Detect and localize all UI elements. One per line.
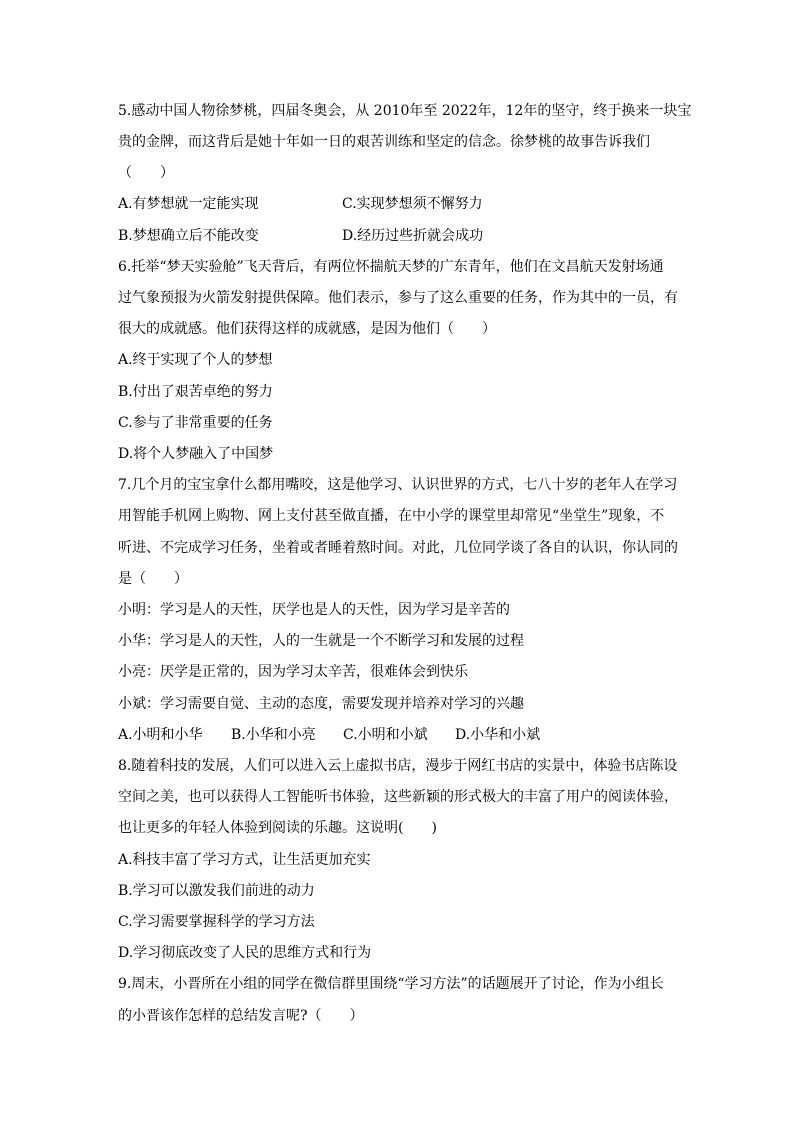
question-5-stem-line-2: 贵的金牌，而这背后是她十年如一日的艰苦训练和坚定的信念。徐梦桃的故事告诉我们 bbox=[118, 134, 650, 150]
question-5-stem-line-1: 5.感动中国人物徐梦桃，四届冬奥会，从 2010年至 2022年，12年的坚守，终于换来一块宝 bbox=[118, 103, 692, 119]
question-9-stem-line-2: 的小晋该作怎样的总结发言呢?（ ） bbox=[118, 1008, 364, 1024]
question-5-option-d: D.经历过些折就会成功 bbox=[342, 228, 484, 244]
question-6-option-a: A.终于实现了个人的梦想 bbox=[118, 352, 273, 368]
question-8-option-d: D.学习彻底改变了人民的思维方式和行为 bbox=[118, 945, 372, 961]
question-8-option-b: B.学习可以激发我们前进的动力 bbox=[118, 883, 315, 899]
question-8-stem-line-1: 8.随着科技的发展，人们可以进入云上虚拟书店，漫步于网红书店的实景中，体验书店陈设 bbox=[118, 758, 678, 774]
question-6-stem-line-2: 过气象预报为火箭发射提供保障。他们表示，参与了这么重要的任务，作为其中的一员，有 bbox=[118, 290, 678, 306]
question-7-stem-line-1: 7.几个月的宝宝拿什么都用嘴咬，这是他学习、认识世界的方式，七八十岁的老年人在学习 bbox=[118, 477, 678, 493]
question-8-option-c: C.学习需要掌握科学的学习方法 bbox=[118, 914, 315, 930]
question-7-option-c: C.小明和小斌 bbox=[343, 727, 428, 743]
question-7-option-b: B.小华和小亮 bbox=[231, 727, 316, 743]
question-7-stem-line-3: 听进、不完成学习任务，坐着或者睡着熬时间。对此，几位同学谈了各自的认识，你认同的 bbox=[118, 540, 678, 556]
question-8-stem-line-2: 空间之美，也可以获得人工智能听书体验，这些新颖的形式极大的丰富了用户的阅读体验， bbox=[118, 789, 678, 805]
question-7-option-d: D.小华和小斌 bbox=[455, 727, 541, 743]
question-6-option-c: C.参与了非常重要的任务 bbox=[118, 415, 273, 431]
question-7-stem-line-2: 用智能手机网上购物、网上支付甚至做直播，在中小学的课堂里却常见“坐堂生”现象，不 bbox=[118, 508, 665, 524]
question-7-statement-xiaoming: 小明：学习是人的天性，厌学也是人的天性，因为学习是辛苦的 bbox=[118, 602, 510, 618]
question-8-stem-line-3: 也让更多的年轻人体验到阅读的乐趣。这说明( ) bbox=[118, 820, 437, 836]
question-9-stem-line-1: 9.周末，小晋所在小组的同学在微信群里围绕“学习方法”的话题展开了讨论，作为小组长 bbox=[118, 976, 664, 992]
question-7-statement-xiaoliang: 小亮：厌学是正常的，因为学习太辛苦，很难体会到快乐 bbox=[118, 664, 468, 680]
question-6-option-b: B.付出了艰苦卓绝的努力 bbox=[118, 384, 273, 400]
question-5-option-a: A.有梦想就一定能实现 bbox=[118, 196, 259, 212]
question-6-option-d: D.将个人梦融入了中国梦 bbox=[118, 446, 274, 462]
question-8-option-a: A.科技丰富了学习方式，让生活更加充实 bbox=[118, 852, 371, 868]
question-6-stem-line-1: 6.托举“梦天实验舱”飞天背后，有两位怀揣航天梦的广东青年，他们在文昌航天发射场通 bbox=[118, 259, 664, 275]
question-7-statement-xiaobin: 小斌：学习需要自觉、主动的态度，需要发现并培养对学习的兴趣 bbox=[118, 696, 524, 712]
question-5-answer-blank: （ ） bbox=[118, 165, 174, 181]
question-5-option-c: C.实现梦想须不懈努力 bbox=[342, 196, 483, 212]
question-6-stem-line-3: 很大的成就感。他们获得这样的成就感，是因为他们（ ） bbox=[118, 321, 496, 337]
question-5-option-b: B.梦想确立后不能改变 bbox=[118, 228, 259, 244]
question-7-stem-line-4: 是（ ） bbox=[118, 571, 188, 587]
question-7-statement-xiaohua: 小华：学习是人的天性，人的一生就是一个不断学习和发展的过程 bbox=[118, 633, 524, 649]
question-7-option-a: A.小明和小华 bbox=[118, 727, 203, 743]
